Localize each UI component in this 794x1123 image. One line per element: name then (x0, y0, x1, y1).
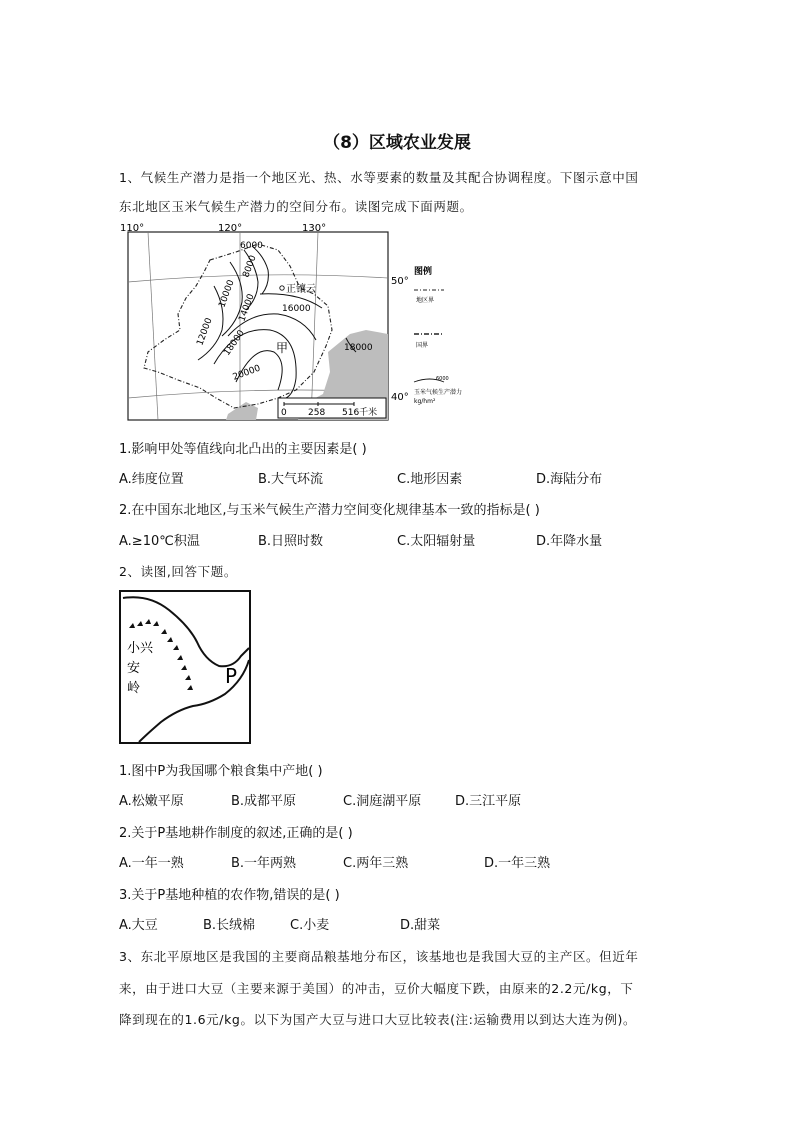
q2-sub1-stem: 1.图中P为我国哪个粮食集中产地( ) (119, 764, 323, 779)
contour-label-10000: 10000 (217, 278, 237, 310)
q2-sub1-option-b[interactable]: B.成都平原 (231, 794, 297, 809)
q2-sub2-option-c[interactable]: C.两年三熟 (343, 856, 409, 871)
lon-label-110: 110° (120, 223, 145, 234)
q1-sub1-option-b[interactable]: B.大气环流 (258, 472, 324, 487)
q1-sub1-option-d[interactable]: D.海陆分布 (536, 472, 603, 487)
contour-label-18000-east: 18000 (344, 343, 373, 353)
q3-line2: 来，由于进口大豆（主要来源于美国）的冲击，豆价大幅度下跌，由原来的2.2元/kg，下 (119, 981, 634, 996)
q2-sub3-stem: 3.关于P基地种植的农作物,错误的是( ) (119, 888, 340, 903)
scale-label-516: 516千米 (342, 408, 378, 418)
q1-intro-line1: 1、气候生产潜力是指一个地区光、热、水等要素的数量及其配合协调程度。下图示意中国 (119, 170, 639, 185)
lat-label-40: 40° (391, 392, 409, 403)
q2-intro: 2、读图,回答下题。 (119, 564, 237, 579)
point-p-label: P (225, 664, 238, 688)
q2-sub2-option-a[interactable]: A.一年一熟 (119, 856, 184, 871)
mountain-char-4: 岭 (127, 681, 141, 696)
lon-label-130: 130° (302, 223, 327, 234)
q2-sub3-option-a[interactable]: A.大豆 (119, 918, 158, 933)
contour-label-8000: 8000 (241, 254, 259, 280)
q2-sub3-option-c[interactable]: C.小麦 (290, 918, 330, 933)
q1-sub1-option-c[interactable]: C.地形因素 (397, 472, 463, 487)
q2-sub2-option-b[interactable]: B.一年两熟 (231, 856, 297, 871)
q2-sub3-option-b[interactable]: B.长绒棉 (203, 918, 256, 933)
q2-sub1-option-d[interactable]: D.三江平原 (455, 794, 522, 809)
q2-sub2-stem: 2.关于P基地耕作制度的叙述,正确的是( ) (119, 826, 353, 841)
legend-contour-sample: 6000 (436, 376, 449, 382)
q1-sub2-option-d[interactable]: D.年降水量 (536, 534, 603, 549)
q1-intro-line2: 东北地区玉米气候生产潜力的空间分布。读图完成下面两题。 (119, 199, 473, 214)
q1-sub2-stem: 2.在中国东北地区,与玉米气候生产潜力空间变化规律基本一致的指标是( ) (119, 503, 540, 518)
page-title: （8）区域农业发展 (323, 133, 471, 153)
contour-label-12000: 12000 (195, 316, 215, 348)
region-label-jia: 甲 (276, 341, 289, 355)
legend-contour-unit: kg/hm² (414, 398, 436, 405)
legend-region-boundary: 地区界 (416, 297, 435, 304)
q1-sub1-option-a[interactable]: A.纬度位置 (119, 472, 184, 487)
city-label: 正镶云 (286, 284, 316, 295)
q1-sub2-option-a[interactable]: A.≥10℃积温 (119, 534, 200, 549)
contour-label-20000: 20000 (231, 363, 262, 383)
contour-label-14000: 14000 (237, 292, 257, 324)
q2-sub1-option-a[interactable]: A.松嫩平原 (119, 794, 184, 809)
mountain-char-3: 安 (127, 661, 141, 676)
q1-sub1-stem: 1.影响甲处等值线向北凸出的主要因素是( ) (119, 442, 367, 457)
mountain-char-2: 兴 (140, 641, 154, 656)
lon-label-120: 120° (218, 223, 243, 234)
contour-label-6000: 6000 (240, 241, 263, 251)
contour-label-16000: 16000 (282, 304, 311, 314)
scale-label-258: 258 (308, 408, 326, 418)
contour-label-18000-west: 18000 (222, 328, 247, 358)
lat-label-50: 50° (391, 276, 409, 287)
legend-contour-label: 玉米气候生产潜力 (414, 389, 463, 396)
northeast-china-map (118, 222, 463, 422)
q2-sub1-option-c[interactable]: C.洞庭湖平原 (343, 794, 422, 809)
q2-sub3-option-d[interactable]: D.甜菜 (400, 918, 441, 933)
legend-national-border: 国界 (416, 342, 429, 349)
xiaoxinganling-map (119, 590, 253, 746)
q2-sub2-option-d[interactable]: D.一年三熟 (484, 856, 551, 871)
q3-line1: 3、东北平原地区是我国的主要商品粮基地分布区，该基地也是我国大豆的主产区。但近年 (119, 949, 639, 964)
scale-label-0: 0 (281, 408, 287, 418)
q1-sub2-option-c[interactable]: C.太阳辐射量 (397, 534, 476, 549)
legend-title: 图例 (414, 267, 433, 277)
q1-sub2-option-b[interactable]: B.日照时数 (258, 534, 324, 549)
q3-line3: 降到现在的1.6元/kg。以下为国产大豆与进口大豆比较表(注:运输费用以到达大连为例)。 (119, 1012, 637, 1027)
mountain-char-1: 小 (127, 641, 141, 656)
